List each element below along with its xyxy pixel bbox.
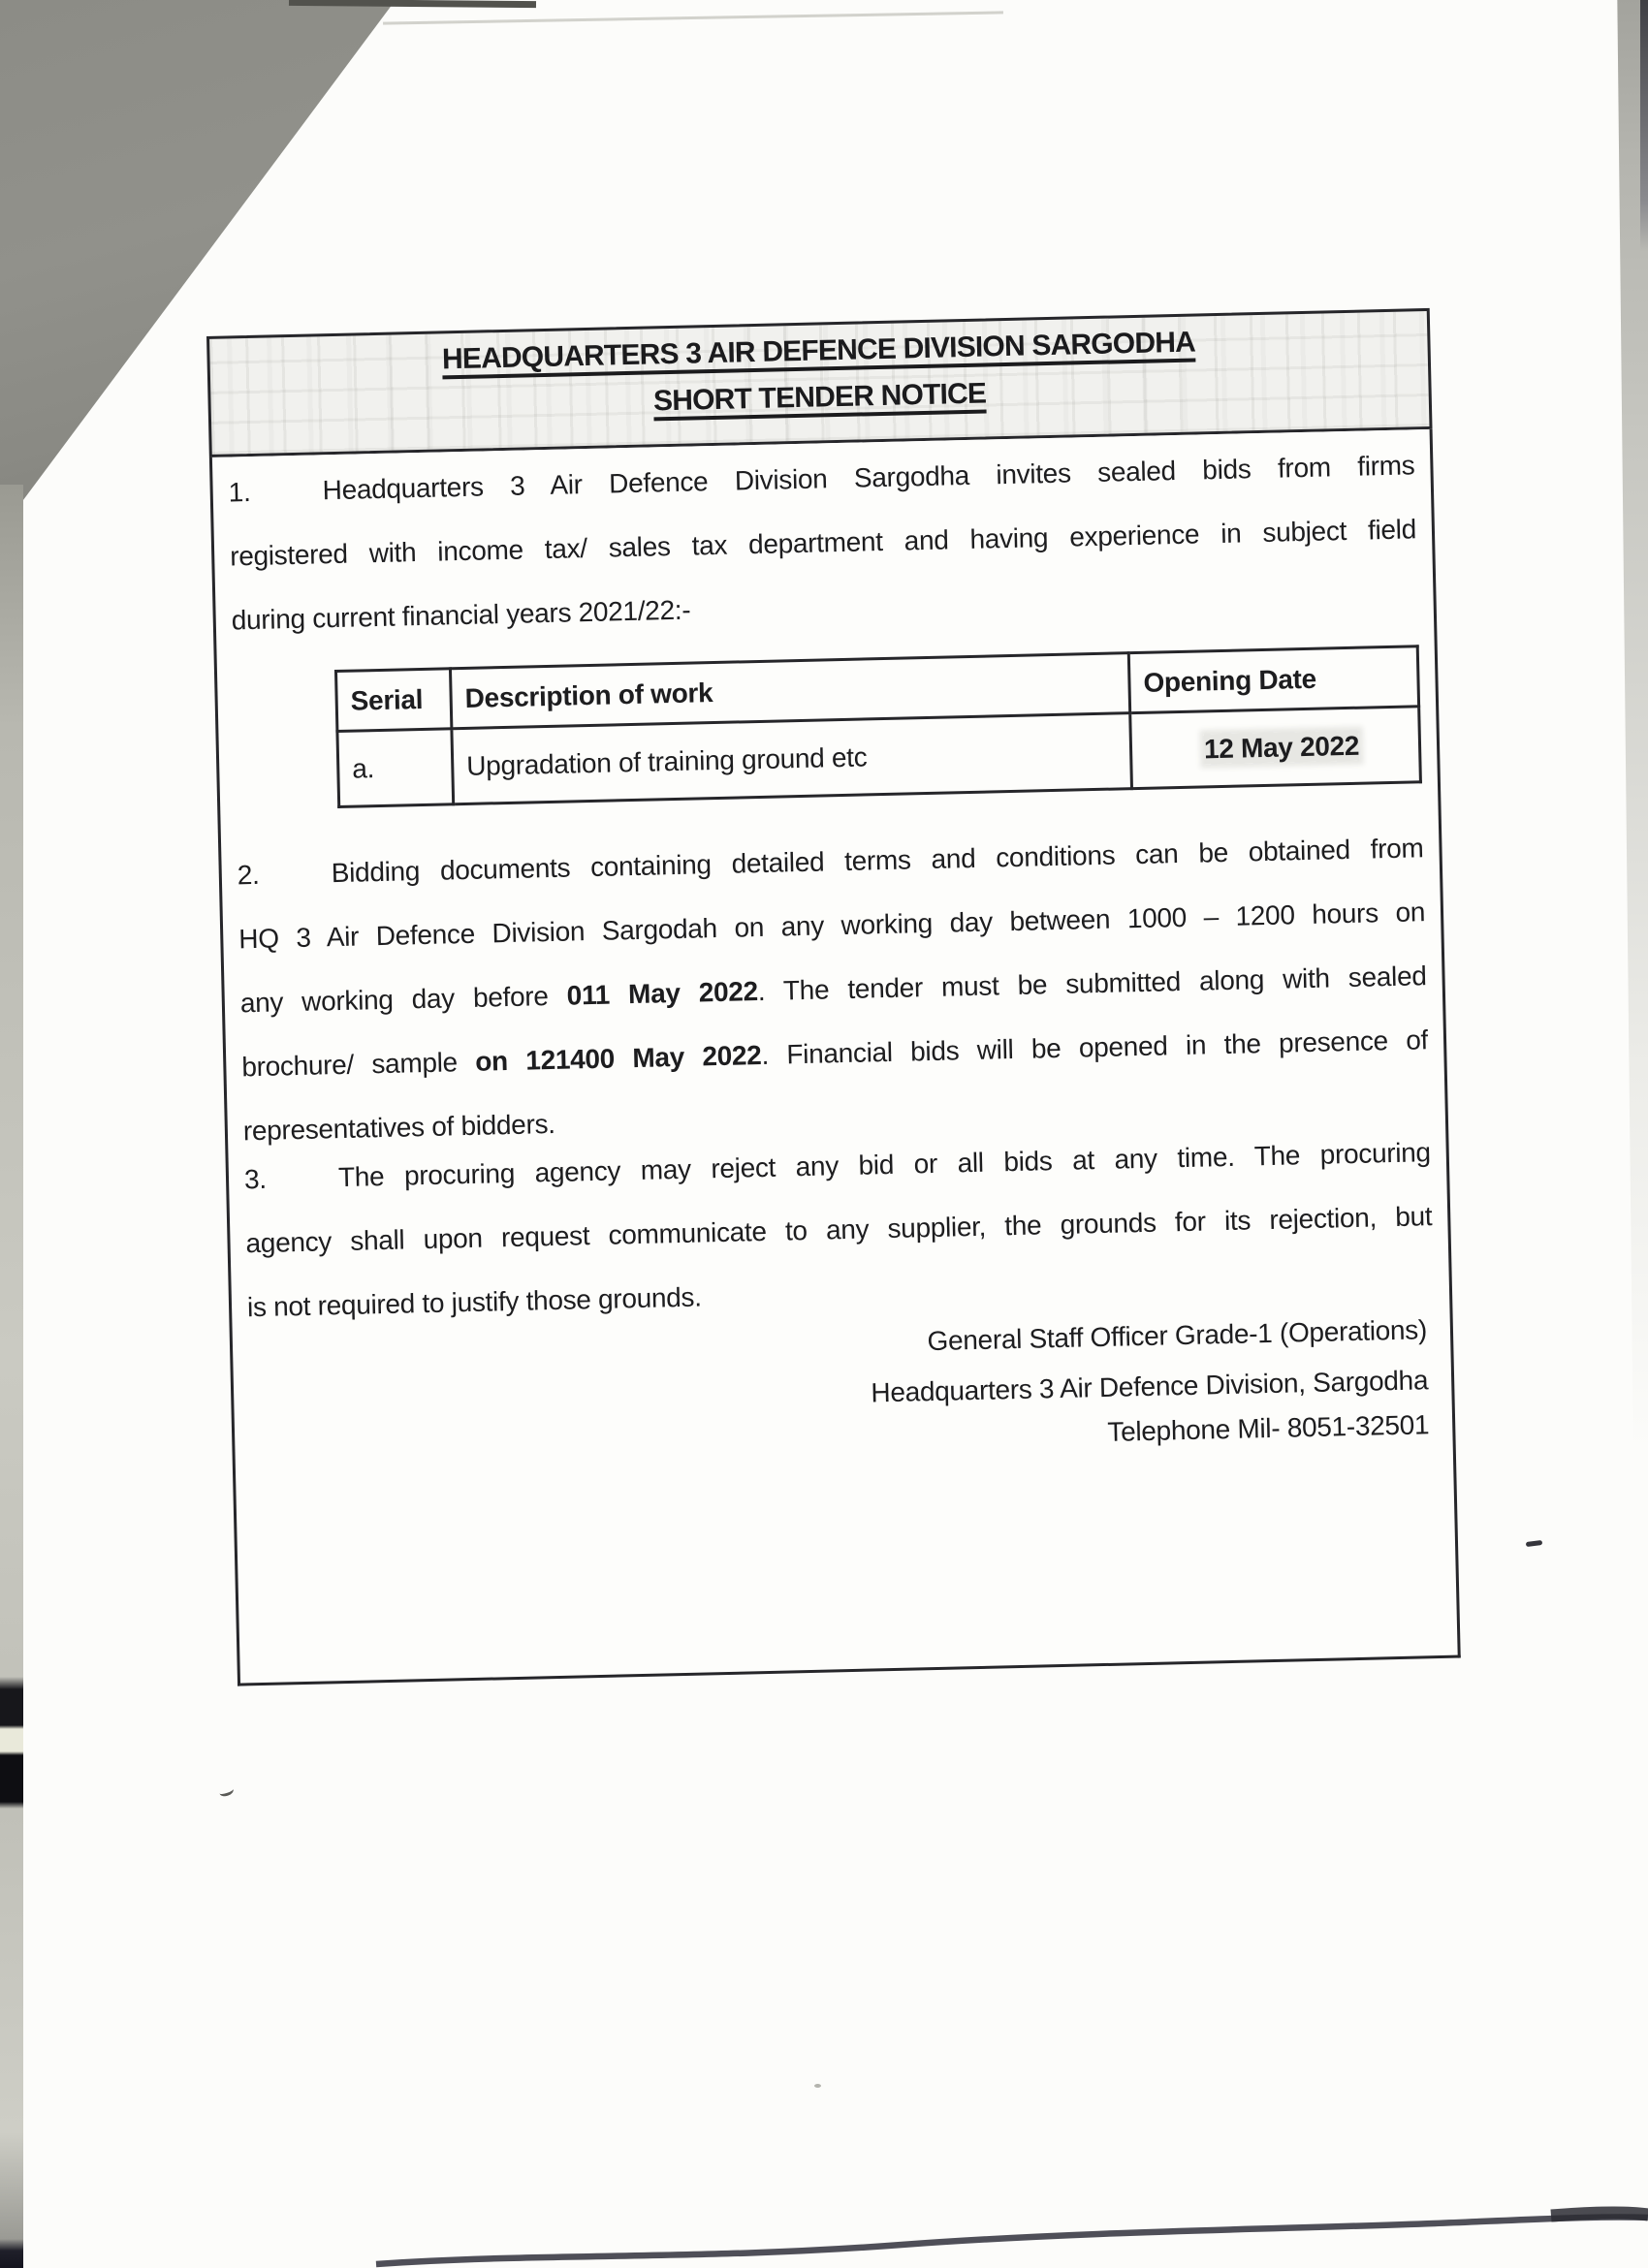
signatory-unit: Headquarters 3 Air Defence Division, Sargodha bbox=[871, 1365, 1429, 1408]
scan-edge-strip-left bbox=[0, 485, 23, 2268]
paper-edge-curve-bottom bbox=[0, 2190, 1648, 2268]
line-text: brochure/ sample bbox=[241, 1046, 476, 1083]
cell-opening-date bbox=[1130, 707, 1421, 789]
line-text: . The tender must be submitted along with sealed bbox=[757, 961, 1427, 1007]
paragraph-3-line-3: is not required to justify those grounds. bbox=[246, 1281, 702, 1323]
line-text: The procuring agency may reject any bid or all bids at any time. The procuring bbox=[337, 1137, 1432, 1193]
line-text: Headquarters 3 Air Defence Division Sargodha invites sealed bids from firms bbox=[322, 450, 1415, 506]
paragraph-3-number: 3. bbox=[243, 1163, 268, 1195]
column-header-description: Description of work bbox=[450, 653, 1129, 729]
signatory-designation: General Staff Officer Grade-1 (Operations) bbox=[927, 1314, 1428, 1357]
bold-date-1: 011 May 2022 bbox=[566, 976, 759, 1011]
line-text: any working day before bbox=[239, 980, 568, 1019]
scan-faint-line-top bbox=[383, 11, 1003, 24]
scan-speck bbox=[1526, 1540, 1542, 1547]
paragraph-2-line-5: representatives of bidders. bbox=[242, 1108, 556, 1147]
scan-speck bbox=[814, 2084, 821, 2088]
document-title: HEADQUARTERS 3 AIR DEFENCE DIVISION SARGODHA bbox=[441, 326, 1196, 376]
line-text: . Financial bids will be opened in the presence of bbox=[761, 1024, 1429, 1071]
line-text: Bidding documents containing detailed terms and conditions can be obtained from bbox=[331, 833, 1424, 889]
tender-notice-document bbox=[206, 308, 1461, 1686]
paragraph-2 bbox=[237, 816, 1430, 1163]
paragraph-3 bbox=[243, 1120, 1434, 1339]
paragraph-1-number: 1. bbox=[228, 476, 251, 508]
signatory-telephone: Telephone Mil- 8051-32501 bbox=[1107, 1409, 1430, 1447]
document-body bbox=[209, 429, 1461, 1686]
paragraph-2-line-2: HQ 3 Air Defence Division Sargodah on any working day between 1000 – 1200 hours on bbox=[238, 897, 1426, 955]
column-header-serial: Serial bbox=[335, 669, 451, 732]
paragraph-3-line-2: agency shall upon request communicate to any supplier, the grounds for its rejection, but bbox=[245, 1201, 1433, 1259]
paragraph-1 bbox=[228, 433, 1418, 652]
column-header-opening-date: Opening Date bbox=[1128, 646, 1418, 713]
paragraph-1-line-3: during current financial years 2021/22:- bbox=[231, 594, 691, 636]
paragraph-2-number: 2. bbox=[237, 859, 260, 891]
document-subtitle: SHORT TENDER NOTICE bbox=[652, 377, 987, 418]
scan-speck bbox=[218, 1784, 235, 1798]
opening-date-value: 12 May 2022 bbox=[1203, 730, 1360, 764]
cell-serial: a. bbox=[337, 729, 454, 807]
bold-date-2: on 121400 May 2022 bbox=[474, 1040, 762, 1077]
tender-works-table bbox=[334, 645, 1422, 808]
paragraph-1-line-2: registered with income tax/ sales tax department and having experience in subject field bbox=[229, 514, 1417, 572]
cell-description: Upgradation of training ground etc bbox=[452, 713, 1132, 804]
scan-edge-dark-right bbox=[1640, 0, 1648, 252]
